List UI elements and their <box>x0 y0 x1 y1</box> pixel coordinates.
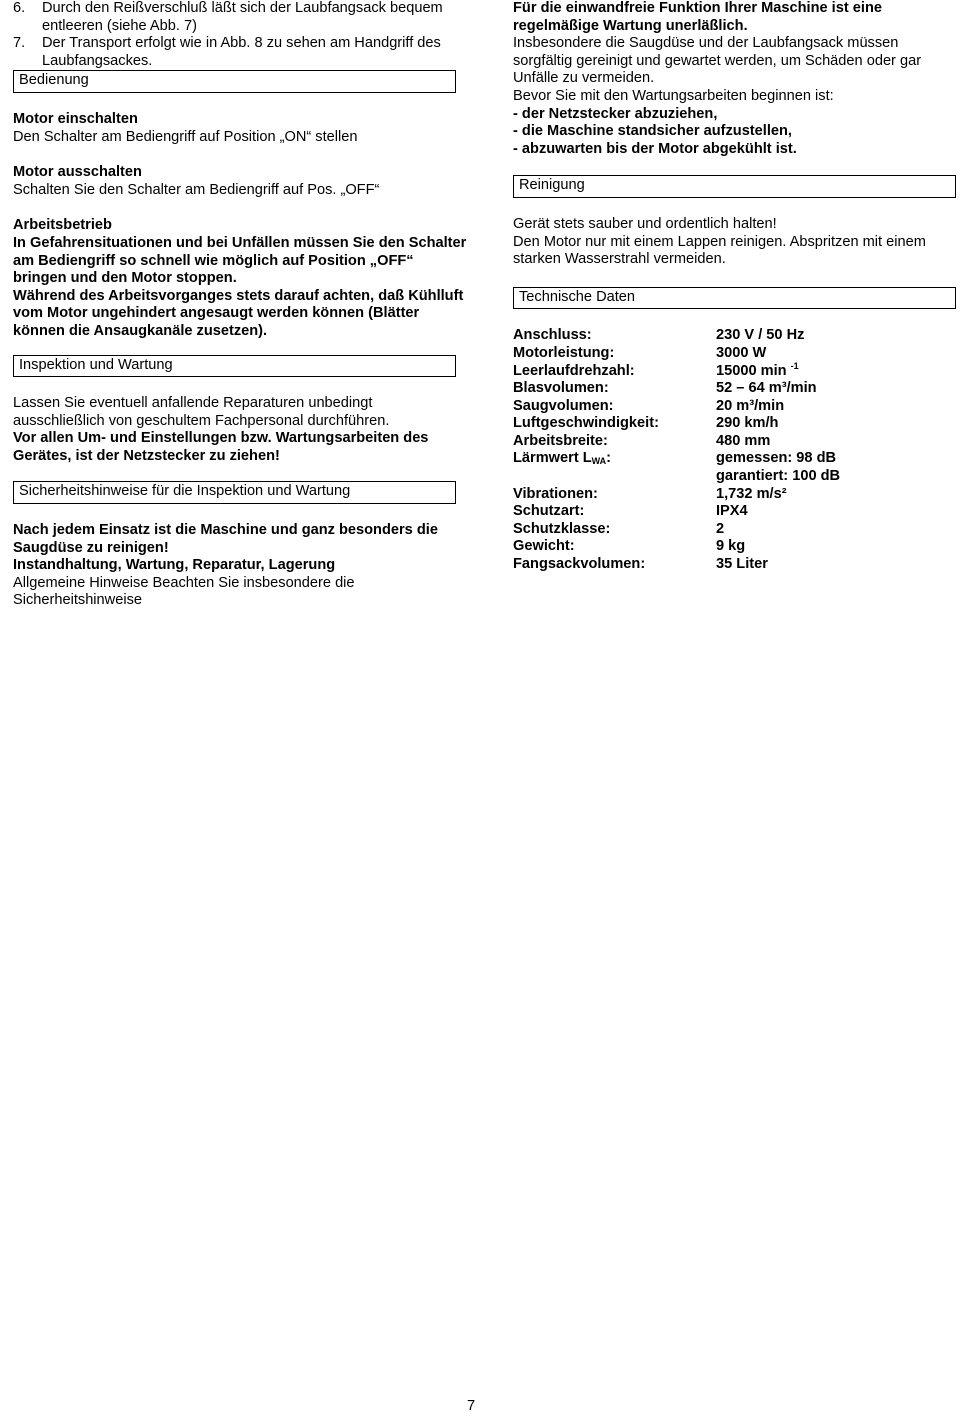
page-number: 7 <box>467 1398 476 1414</box>
inspektion-warning: Vor allen Um- und Einstellungen bzw. Wartungsarbeiten des Gerätes, ist der Netzstecker zu ziehen! <box>13 430 429 464</box>
sicherheit-heading: Sicherheitshinweise für die Inspektion und Wartung <box>19 483 351 500</box>
spec-value: 3000 W <box>716 344 767 361</box>
spec-value-cell <box>716 450 840 485</box>
wartung-step: - abzuwarten bis der Motor abgekühlt ist. <box>513 140 797 157</box>
sicherheit-cleaning-text: Nach jedem Einsatz ist die Maschine und ganz besonders die Saugdüse zu reinigen! <box>13 522 438 556</box>
spec-row <box>513 415 840 433</box>
spec-value: 35 Liter <box>716 556 768 573</box>
spec-key: Saugvolumen: <box>513 397 614 414</box>
wartung-step: - der Netzstecker abzuziehen, <box>513 105 718 122</box>
wartung-steps <box>513 106 953 159</box>
spec-key: Luftgeschwindigkeit: <box>513 415 659 432</box>
instruction-list <box>13 0 468 70</box>
spec-row <box>513 521 840 539</box>
motor-off-title: Motor ausschalten <box>13 164 142 181</box>
spec-value-cell <box>716 360 840 381</box>
left-column <box>13 0 468 610</box>
spec-row <box>513 503 840 521</box>
reinigung-text: Gerät stets sauber und ordentlich halten! <box>513 215 777 232</box>
wartung-intro: Für die einwandfreie Funktion Ihrer Maschine ist eine regelmäßige Wartung unerläßlich. <box>513 0 882 34</box>
spec-key: Leerlaufdrehzahl: <box>513 362 635 379</box>
spec-value-secondary: garantiert: 100 dB <box>716 468 841 485</box>
spec-value: 290 km/h <box>716 415 779 432</box>
sicherheit-maintenance-title: Instandhaltung, Wartung, Reparatur, Lagerung <box>13 557 336 574</box>
spec-key: Vibrationen: <box>513 485 598 502</box>
motor-on-title: Motor einschalten <box>13 110 138 127</box>
right-column <box>513 0 953 574</box>
spec-table <box>513 327 840 573</box>
motor-off-text: Schalten Sie den Schalter am Bediengriff auf Pos. „OFF“ <box>13 181 380 198</box>
bedienung-heading: Bedienung <box>19 72 89 89</box>
reinigung-motor-text: Den Motor nur mit einem Lappen reinigen. Abspritzen mit einem starken Wasserstrahl vermeiden. <box>513 233 926 268</box>
inspektion-heading: Inspektion und Wartung <box>19 356 173 373</box>
spec-key: Fangsackvolumen: <box>513 556 646 573</box>
spec-value: 230 V / 50 Hz <box>716 327 805 344</box>
spec-key: Anschluss: <box>513 327 592 344</box>
spec-key: Lärmwert L <box>513 450 592 467</box>
spec-row <box>513 538 840 556</box>
spec-row <box>513 433 840 451</box>
spec-value: 20 m³/min <box>716 397 785 414</box>
spec-key: Motorleistung: <box>513 344 615 361</box>
spec-row <box>513 398 840 416</box>
spec-key-cell <box>513 450 716 485</box>
sicherheit-general-text: Allgemeine Hinweise Beachten Sie insbesondere die Sicherheitshinweise <box>13 574 355 609</box>
spec-value: 15000 min <box>716 362 787 379</box>
wartung-text: Insbesondere die Saugdüse und der Laubfangsack müssen sorgfältig gereinigt und gewartet werden, um Schäden oder gar Unfälle zu vermeiden. <box>513 35 922 87</box>
list-item <box>13 0 468 35</box>
spec-value: gemessen: 98 dB <box>716 450 837 467</box>
spec-value: 480 mm <box>716 432 771 449</box>
betrieb-warning-text: In Gefahrensituationen und bei Unfällen müssen Sie den Schalter am Bediengriff so schnell wie möglich auf Position „OFF“ bringen und den Motor stoppen. <box>13 234 467 287</box>
list-item-text: Der Transport erfolgt wie in Abb. 8 zu sehen am Handgriff des Laubfangsackes. <box>42 35 441 69</box>
spec-value: 2 <box>716 520 725 537</box>
spec-value: 1,732 m/s² <box>716 485 787 502</box>
list-item-number: 7. <box>13 35 26 52</box>
betrieb-cooling-text: Während des Arbeitsvorganges stets darauf achten, daß Kühlluft vom Motor ungehindert angesaugt werden können (Blätter können die Ansaugkanäle zusetzen). <box>13 287 464 339</box>
bedienung-heading-box <box>13 70 456 93</box>
betrieb-title: Arbeitsbetrieb <box>13 217 112 234</box>
spec-value: 52 – 64 m³/min <box>716 380 817 397</box>
sicherheit-heading-box <box>13 481 456 504</box>
reinigung-heading: Reinigung <box>519 177 585 194</box>
reinigung-heading-box <box>513 175 956 198</box>
spec-key: Schutzklasse: <box>513 520 611 537</box>
spec-key: Arbeitsbreite: <box>513 432 608 449</box>
spec-row <box>513 556 840 574</box>
spec-row <box>513 363 840 381</box>
spec-key-colon: : <box>606 450 612 467</box>
spec-key-subscript: WA <box>591 456 607 467</box>
spec-row <box>513 380 840 398</box>
list-item-number: 6. <box>13 0 26 16</box>
spec-value: IPX4 <box>716 503 748 520</box>
motor-on-text: Den Schalter am Bediengriff auf Position „ON“ stellen <box>13 128 358 145</box>
wartung-step: - die Maschine standsicher aufzustellen, <box>513 123 792 140</box>
spec-value: 9 kg <box>716 538 746 555</box>
list-item-text: Durch den Reißverschluß läßt sich der Laubfangsack bequem entleeren (siehe Abb. 7) <box>42 0 443 34</box>
spec-row <box>513 327 840 345</box>
wartung-before-text: Bevor Sie mit den Wartungsarbeiten beginnen ist: <box>513 87 834 104</box>
list-item <box>13 35 468 70</box>
spec-row <box>513 486 840 504</box>
technische-daten-heading: Technische Daten <box>519 288 636 305</box>
spec-key: Gewicht: <box>513 538 575 555</box>
spec-unit-exponent: -1 <box>790 360 799 371</box>
spec-key: Blasvolumen: <box>513 380 609 397</box>
inspektion-heading-box <box>13 355 456 378</box>
spec-key: Schutzart: <box>513 503 585 520</box>
technische-daten-heading-box <box>513 287 956 310</box>
inspektion-text: Lassen Sie eventuell anfallende Reparaturen unbedingt ausschließlich von geschultem Fachpersonal durchführen. <box>13 395 390 429</box>
spec-row <box>513 450 840 485</box>
